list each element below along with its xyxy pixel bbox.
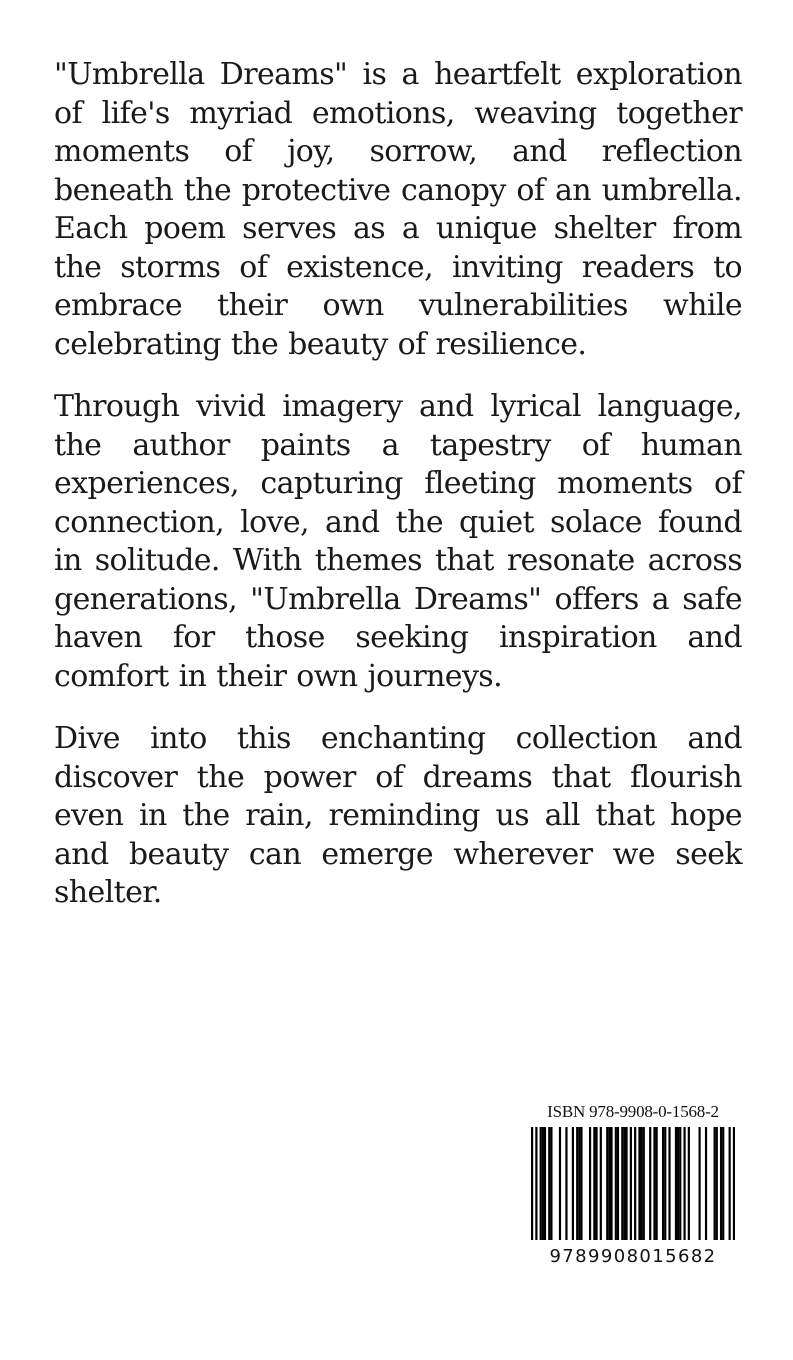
description-paragraph-2: Through vivid imagery and lyrical language, the author paints a tapestry of human experiences, capturing fleeting moments of connection, love, and the quiet solace found in solitude. With themes that resonate across generations, "Umbrella Dreams" offers a safe haven for those seeking inspiration and comfort in their own journeys. [54, 389, 742, 694]
barcode-bar [649, 1127, 651, 1240]
book-description [54, 56, 742, 937]
barcode-bar [593, 1127, 595, 1240]
barcode-bar [550, 1127, 552, 1240]
barcode-bar [623, 1127, 625, 1240]
barcode-icon [531, 1127, 735, 1240]
barcode-bar [615, 1127, 617, 1240]
barcode-bar [572, 1127, 574, 1240]
barcode-bar [733, 1127, 735, 1240]
barcode-bar [714, 1127, 716, 1240]
barcode-bar [641, 1127, 643, 1240]
barcode-bar [559, 1127, 561, 1240]
description-paragraph-3: Dive into this enchanting collection and discover the power of dreams that flourish even in the rain, reminding us all that hope and beauty can emerge wherever we seek shelter. [54, 721, 742, 910]
barcode-bar [576, 1127, 578, 1240]
barcode-bar [720, 1127, 722, 1240]
barcode-bar [638, 1127, 640, 1240]
barcode-bar [679, 1127, 681, 1240]
barcode-bar [600, 1127, 602, 1240]
barcode-bar [716, 1127, 718, 1240]
barcode-bar [595, 1127, 597, 1240]
isbn-barcode-block [527, 1102, 739, 1278]
barcode-bar [610, 1127, 612, 1240]
barcode-bar [683, 1127, 685, 1240]
barcode-bar [662, 1127, 664, 1240]
barcode-bar [688, 1127, 690, 1240]
barcode-bar [677, 1127, 679, 1240]
barcode-bar [606, 1127, 608, 1240]
barcode-bar [617, 1127, 619, 1240]
barcode-bar [535, 1127, 537, 1240]
barcode-bar [668, 1127, 670, 1240]
barcode-bar [589, 1127, 591, 1240]
barcode-bar [729, 1127, 731, 1240]
barcode-bar [565, 1127, 567, 1240]
barcode-bar [531, 1127, 533, 1240]
barcode-bar [630, 1127, 632, 1240]
barcode-bar [580, 1127, 582, 1240]
barcode-bar [653, 1127, 655, 1240]
barcode-bar [698, 1127, 700, 1240]
description-paragraph-1: "Umbrella Dreams" is a heartfelt exploration of life's myriad emotions, weaving together moments of joy, sorrow, and reflection beneath the protective canopy of an umbrella. Each poem serves as a unique shelter from the storms of existence, inviting readers to embrace their own vulnerabilities while celebrating the beauty of resilience. [54, 57, 742, 362]
barcode-bar [675, 1127, 677, 1240]
barcode-bar [548, 1127, 550, 1240]
barcode-bar [621, 1127, 623, 1240]
barcode-bar [608, 1127, 610, 1240]
barcode-bar [540, 1127, 542, 1240]
barcode-bar [664, 1127, 666, 1240]
barcode-bar [578, 1127, 580, 1240]
ean-digits: 9789908015682 [549, 1246, 717, 1267]
barcode-bar [544, 1127, 546, 1240]
barcode-bar [542, 1127, 544, 1240]
isbn-label: ISBN 978-9908-0-1568-2 [547, 1102, 719, 1121]
barcode-bar [722, 1127, 724, 1240]
barcode-bar [656, 1127, 658, 1240]
barcode-bar [705, 1127, 707, 1240]
barcode-bar [625, 1127, 627, 1240]
barcode-bar [634, 1127, 636, 1240]
barcode-bar [643, 1127, 645, 1240]
